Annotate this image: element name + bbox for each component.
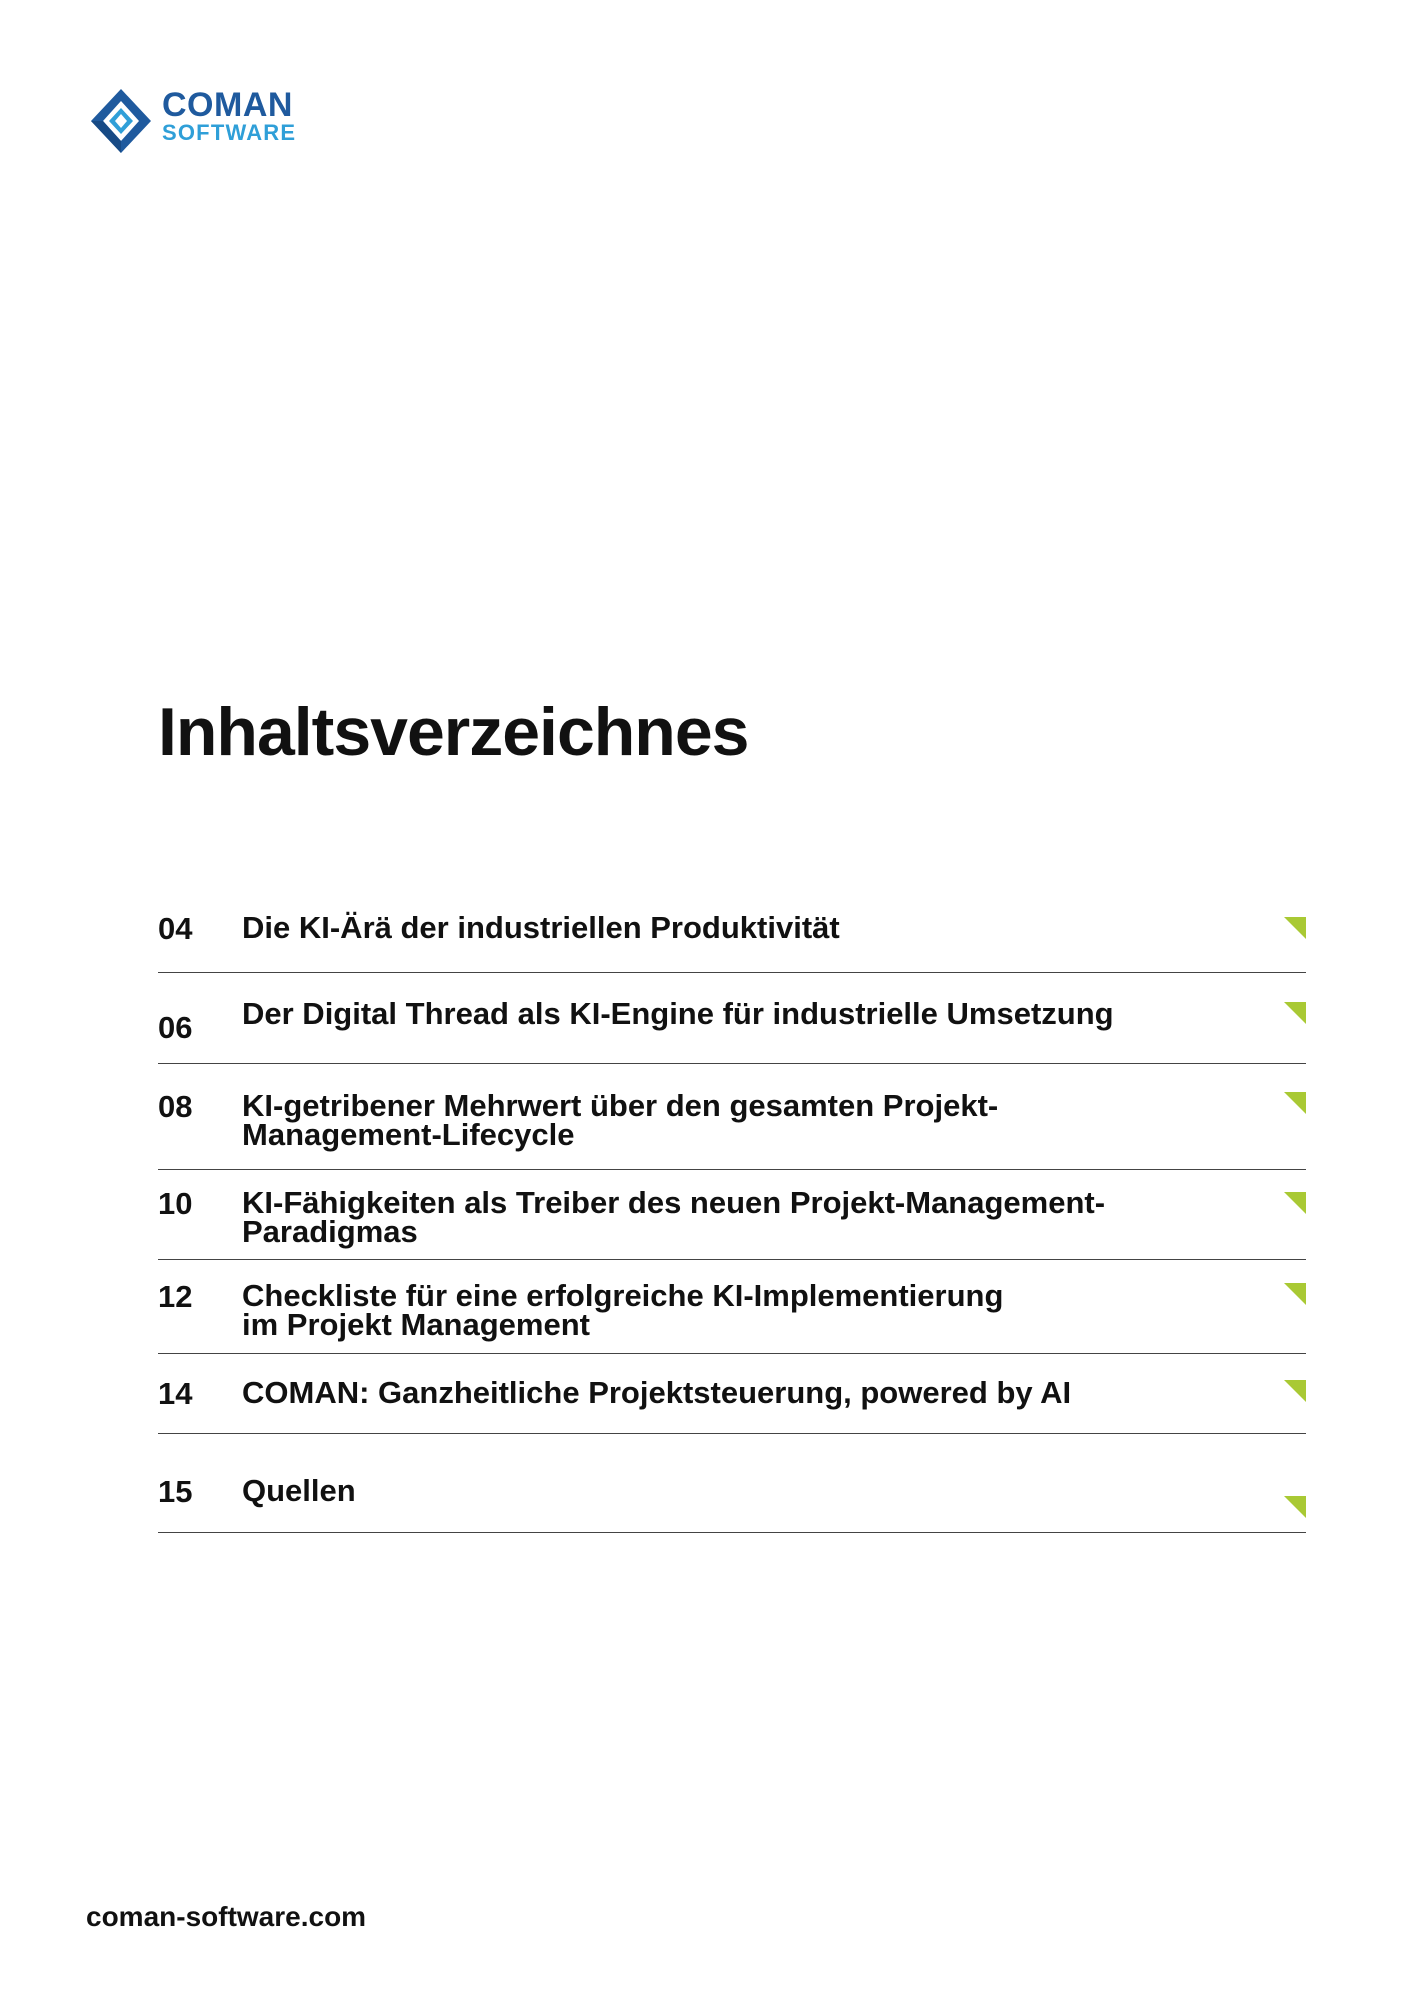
- toc-entry[interactable]: [158, 973, 1306, 1064]
- toc-page-number: 12: [158, 1279, 193, 1314]
- logo-wordmark-coman: COMAN: [162, 86, 293, 124]
- toc-entry-title: Der Digital Thread als KI-Engine für industrielle Umsetzung: [242, 996, 1114, 1031]
- corner-triangle-icon: [1284, 917, 1306, 939]
- toc-entry[interactable]: [158, 1064, 1306, 1170]
- corner-triangle-icon: [1284, 1283, 1306, 1305]
- coman-logo: [88, 86, 358, 156]
- coman-diamond-logo-icon: [88, 86, 154, 156]
- toc-page-number: 04: [158, 911, 193, 946]
- table-of-contents: [158, 895, 1306, 1533]
- toc-entry-title: COMAN: Ganzheitliche Projektsteuerung, powered by AI: [242, 1375, 1072, 1410]
- toc-entry-title: KI-getribener Mehrwert über den gesamten Projekt- Management-Lifecycle: [242, 1088, 999, 1152]
- toc-entry-title: Quellen: [242, 1473, 356, 1508]
- toc-entry[interactable]: [158, 1354, 1306, 1434]
- toc-entry[interactable]: [158, 1170, 1306, 1260]
- toc-entry-title: Die KI-Ärä der industriellen Produktivität: [242, 910, 840, 945]
- toc-entry[interactable]: [158, 1260, 1306, 1354]
- corner-triangle-icon: [1284, 1380, 1306, 1402]
- toc-entry-title: KI-Fähigkeiten als Treiber des neuen Projekt-Management- Paradigmas: [242, 1185, 1106, 1249]
- toc-page-number: 08: [158, 1089, 193, 1124]
- corner-triangle-icon: [1284, 1496, 1306, 1518]
- toc-page-number: 15: [158, 1474, 193, 1509]
- toc-page-number: 14: [158, 1376, 193, 1411]
- corner-triangle-icon: [1284, 1002, 1306, 1024]
- page-title: Inhaltsverzeichnes: [158, 694, 749, 770]
- toc-page-number: 06: [158, 1010, 193, 1045]
- toc-page-number: 10: [158, 1186, 193, 1221]
- corner-triangle-icon: [1284, 1092, 1306, 1114]
- toc-entry[interactable]: [158, 1434, 1306, 1533]
- corner-triangle-icon: [1284, 1192, 1306, 1214]
- toc-entry[interactable]: [158, 895, 1306, 973]
- toc-entry-title: Checkliste für eine erfolgreiche KI-Implementierung im Projekt Management: [242, 1278, 1004, 1342]
- footer-website-url: coman-software.com: [86, 1901, 367, 1932]
- logo-wordmark-software: SOFTWARE: [162, 120, 297, 145]
